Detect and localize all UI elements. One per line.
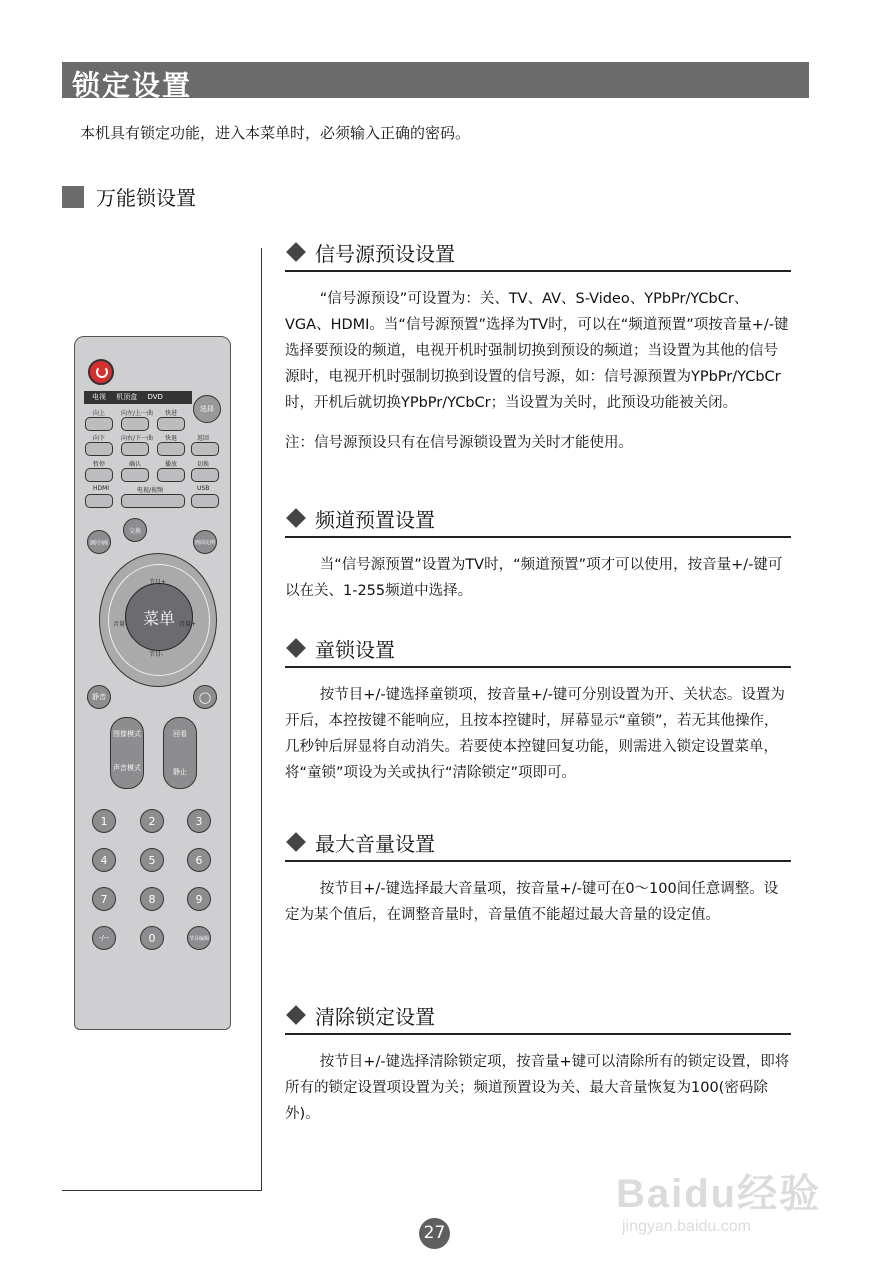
mute-button: 静音 — [87, 685, 111, 709]
remote-key — [157, 417, 185, 431]
watermark-url: jingyan.baidu.com — [622, 1218, 751, 1235]
page-title: 锁定设置 — [72, 69, 193, 102]
key-dash: -/-- — [92, 926, 116, 950]
page-title-bar — [62, 62, 809, 102]
section-clear-lock — [285, 1003, 791, 1127]
section-body: 按节目+/-键选择清除锁定项，按音量+键可以清除所有的锁定设置，即将所有的锁定设置项设置为关；频道预置设为关、最大音量恢复为100(密码除外)。 — [285, 1054, 790, 1122]
remote-key — [191, 468, 219, 482]
diamond-icon — [286, 832, 306, 852]
remote-key — [157, 468, 185, 482]
section-child-lock — [285, 636, 791, 786]
section-max-volume — [285, 830, 791, 928]
remote-control-illustration: 电视 机顶盒 DVD 选择 向上 向左/上一曲 快进 向下 向右/下一曲 快退 返回 暂停 确认 播放 切换 HDMI 电视/视频 USB 画中画 交换 画面比例 菜单 节目+ 音量- 音量+ 节目- 静音 ◯ 图像模式 声音模式 回看 静止 1 2 3 4 5 6 7 8 9 -/-- 0 节目编辑 — [74, 336, 231, 1030]
section-body: 按节目+/-键选择最大音量项，按音量+/-键可在0～100间任意调整。设定为某个值后，在调整音量时，音量值不能超过最大音量的设定值。 — [285, 881, 779, 923]
remote-key — [191, 442, 219, 456]
remote-key — [121, 494, 185, 508]
watermark — [602, 1142, 842, 1242]
watermark-logo: Baidu经验 — [616, 1172, 822, 1216]
source-bar: 电视 机顶盒 DVD — [84, 391, 192, 404]
pip-button: 画中画 — [87, 530, 111, 554]
swap-button: 交换 — [123, 518, 147, 542]
divider-bottom — [62, 1190, 262, 1191]
remote-key — [191, 494, 219, 508]
bulb-icon: ◯ — [193, 685, 217, 709]
diamond-icon — [286, 242, 306, 262]
subheading-square-icon — [62, 186, 84, 208]
section-signal-preset — [285, 240, 791, 456]
mode-pill-right: 回看 静止 — [163, 717, 197, 789]
remote-key — [157, 442, 185, 456]
diamond-icon — [286, 508, 306, 528]
key-7: 7 — [92, 887, 116, 911]
remote-key — [85, 494, 113, 508]
select-button: 选择 — [193, 395, 221, 423]
key-program-edit: 节目编辑 — [187, 926, 211, 950]
key-8: 8 — [140, 887, 164, 911]
key-3: 3 — [187, 809, 211, 833]
page-number: 27 — [419, 1218, 450, 1249]
intro-text: 本机具有锁定功能，进入本菜单时，必须输入正确的密码。 — [80, 124, 471, 142]
mode-pill-left: 图像模式 声音模式 — [110, 717, 144, 789]
divider-vertical — [261, 248, 262, 1191]
section-title: 童锁设置 — [285, 636, 791, 668]
remote-key — [121, 417, 149, 431]
subheading-label: 万能锁设置 — [96, 186, 196, 210]
aspect-button: 画面比例 — [193, 530, 217, 554]
key-1: 1 — [92, 809, 116, 833]
remote-key — [85, 417, 113, 431]
remote-key — [85, 442, 113, 456]
key-0: 0 — [140, 926, 164, 950]
section-title: 信号源预设设置 — [285, 240, 791, 272]
remote-key — [121, 442, 149, 456]
key-5: 5 — [140, 848, 164, 872]
key-9: 9 — [187, 887, 211, 911]
diamond-icon — [286, 1005, 306, 1025]
section-channel-preset — [285, 506, 791, 604]
remote-key — [85, 468, 113, 482]
key-2: 2 — [140, 809, 164, 833]
section-note: 注：信号源预设只有在信号源锁设置为关时才能使用。 — [285, 435, 633, 451]
key-6: 6 — [187, 848, 211, 872]
section-title: 频道预置设置 — [285, 506, 791, 538]
power-icon — [88, 359, 114, 385]
section-title: 最大音量设置 — [285, 830, 791, 862]
diamond-icon — [286, 638, 306, 658]
section-title: 清除锁定设置 — [285, 1003, 791, 1035]
section-body: 按节目+/-键选择童锁项，按音量+/-键可分别设置为开、关状态。设置为开后，本控按键不能响应，且按本控键时，屏幕显示“童锁”，若无其他操作，几秒钟后屏显将自动消失。若要使本控键回复功能，则需进入锁定设置菜单，将“童锁”项设为关或执行“清除锁定”项即可。 — [285, 687, 785, 781]
menu-button: 菜单 — [125, 583, 193, 651]
remote-key — [121, 468, 149, 482]
section-body: “信号源预设”可设置为：关、TV、AV、S-Video、YPbPr/YCbCr、VGA、HDMI。当“信号源预置”选择为TV时，可以在“频道预置”项按音量+/-键选择要预设的频道，电视开机时强制切换到预设的频道；当设置为其他的信号源时，电视开机时强制切换到设置的信号源，如：信号源预置为YPbPr/YCbCr时，开机后就切换YPbPr/YCbCr；当设置为关时，此预设功能被关闭。 — [285, 291, 789, 411]
key-4: 4 — [92, 848, 116, 872]
section-body: 当“信号源预置”设置为TV时，“频道预置”项才可以使用，按音量+/-键可以在关、1-255频道中选择。 — [285, 557, 783, 599]
